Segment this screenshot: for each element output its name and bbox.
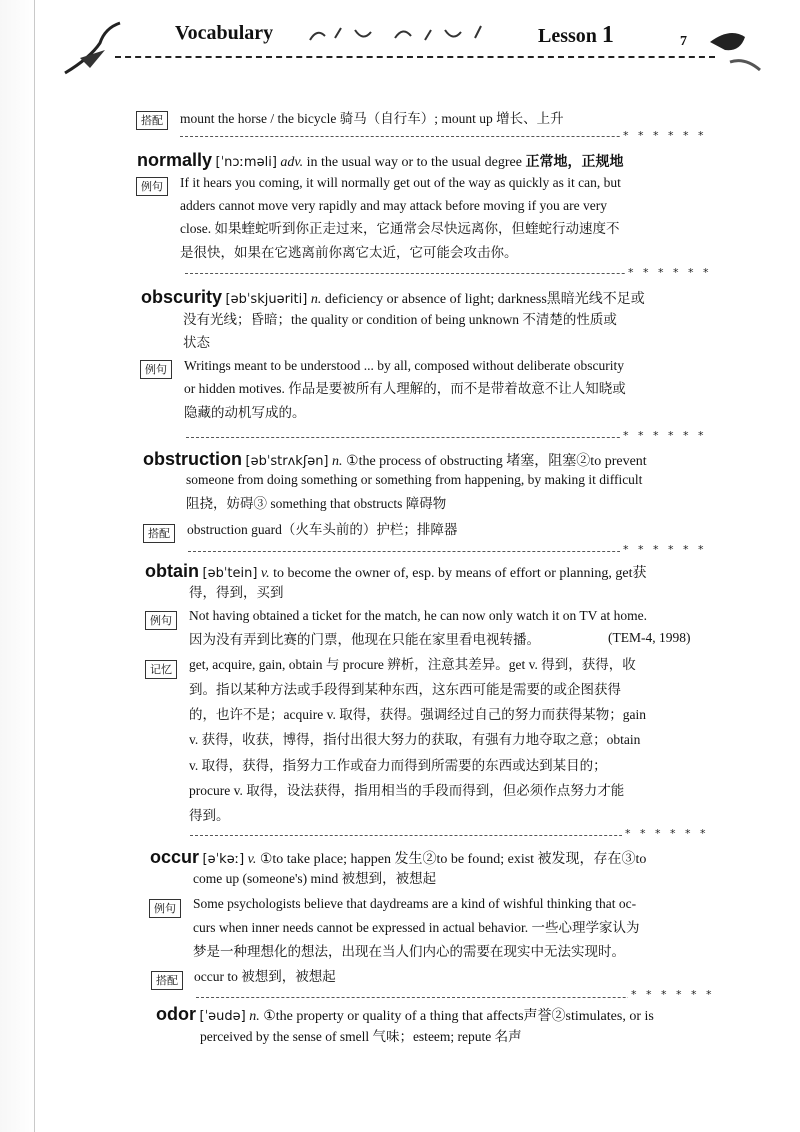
definition-line: ①the property or quality of a thing that affects声誉②stimulates, or is: [263, 1009, 654, 1024]
headword: occur: [150, 847, 200, 867]
headword: obscurity: [141, 287, 223, 307]
separator-stars: * * * * * *: [628, 988, 714, 1001]
entry-normally: [137, 149, 623, 174]
pronunciation: [əbˈtein]: [202, 566, 258, 581]
pronunciation: [ˈnɔːməli]: [215, 155, 277, 170]
example-tag: 例句: [140, 360, 172, 379]
example-line: 梦是一种理想化的想法，出现在当人们内心的需要在现实中无法实现时。: [193, 944, 625, 959]
definition-line: come up (someone's) mind 被想到，被想起: [193, 871, 437, 886]
header-lesson-label: Lesson: [538, 25, 597, 47]
collocation-line: obstruction guard（火车头前的）护栏；排障器: [187, 522, 458, 537]
page-number: 7: [680, 34, 687, 49]
separator-stars: * * * * * *: [625, 266, 711, 279]
example-tag: 例句: [136, 177, 168, 196]
definition-line: deficiency or absence of light; darkness黑暗光线不足或: [324, 292, 645, 307]
example-line: 因为没有弄到比赛的门票，他现在只能在家里看电视转播。: [189, 632, 540, 647]
collocation-tag: 搭配: [143, 524, 175, 543]
mount-collocation: mount the horse / the bicycle 骑马（自行车）; mount up 增长、上升: [180, 111, 564, 126]
part-of-speech: n.: [249, 1009, 260, 1024]
example-line: Not having obtained a ticket for the match, he can now only watch it on TV at home.: [189, 608, 648, 623]
example-line: Some psychologists believe that daydreams are a kind of wishful thinking that oc-: [193, 896, 637, 911]
entry-occur: [150, 846, 646, 871]
separator-stars: * * * * * *: [622, 827, 708, 840]
example-line: 是很快，如果在它逃离前你离它太近，它可能会攻击你。: [180, 245, 518, 260]
definition-line: 得，得到，买到: [189, 585, 284, 600]
definition-line: ①the process of obstructing 堵塞，阻塞②to prevent: [346, 454, 647, 469]
memory-tag: 记忆: [145, 660, 177, 679]
part-of-speech: v.: [260, 566, 270, 581]
example-line: curs when inner needs cannot be expressed in actual behavior. 一些心理学家认为: [193, 920, 640, 935]
pronunciation: [əbˈskjuəriti]: [225, 292, 308, 307]
separator-stars: * * * * * *: [620, 129, 706, 142]
collocation-tag: 搭配: [151, 971, 183, 990]
memory-line: v. 获得，收获，博得，指付出很大努力的获取，有强有力地夺取之意；obtain: [189, 732, 641, 747]
example-line: 隐藏的动机写成的。: [184, 405, 306, 420]
separator-stars: * * * * * *: [620, 429, 706, 442]
example-line: If it hears you coming, it will normally get out of the way as quickly as it can, but: [180, 175, 621, 190]
definition-line: 阻挠，妨碍③ something that obstructs 障碍物: [186, 496, 447, 511]
memory-line: procure v. 取得，设法获得，指用相当的手段而得到，但必须作点努力才能: [189, 783, 625, 798]
definition-line: ①to take place; happen 发生②to be found; exist 被发现，存在③to: [259, 852, 647, 867]
definition-line: someone from doing something or something from happening, by making it difficult: [186, 472, 643, 487]
separator-stars: * * * * * *: [620, 543, 706, 556]
entry-odor: [156, 1003, 654, 1028]
part-of-speech: n.: [310, 292, 322, 307]
example-source: (TEM-4, 1998): [608, 630, 691, 645]
collocation-tag: 搭配: [136, 111, 168, 130]
pronunciation: [əˈkəː]: [202, 852, 245, 867]
definition: in the usual way or to the usual degree: [306, 155, 522, 170]
collocation-line: occur to 被想到，被想起: [194, 969, 336, 984]
memory-line: 的，也许不是；acquire v. 取得，获得。强调经过自己的努力而获得某物；gain: [189, 707, 646, 722]
memory-line: get, acquire, gain, obtain 与 procure 辨析，注意其差异。get v. 得到，获得，收: [189, 657, 636, 672]
memory-line: 到。指以某种方法或手段得到某种东西，这东西可能是需要的或企图获得: [189, 682, 621, 697]
example-line: close. 如果蝰蛇听到你正走过来，它通常会尽快远离你，但蝰蛇行动速度不: [180, 221, 620, 236]
pronunciation: [əbˈstrʌkʃən]: [245, 454, 329, 469]
example-line: Writings meant to be understood ... by all, composed without deliberate obscurity: [184, 358, 624, 373]
definition-line: perceived by the sense of smell 气味；esteem; repute 名声: [200, 1029, 522, 1044]
part-of-speech: v.: [247, 852, 257, 867]
header-lesson-number: 1: [601, 22, 614, 48]
definition-line: 状态: [183, 335, 210, 350]
definition-line: to become the owner of, esp. by means of effort or planning, get获: [273, 566, 647, 581]
part-of-speech: n.: [332, 454, 343, 469]
example-line: or hidden motives. 作品是要被所有人理解的，而不是带着故意不让人知晓或: [184, 381, 626, 396]
memory-line: v. 取得，获得，指努力工作或奋力而得到所需要的东西或达到某目的；: [189, 758, 607, 773]
headword: obstruction: [143, 449, 242, 469]
headword: normally: [137, 150, 213, 170]
headword: obtain: [145, 561, 199, 581]
memory-line: 得到。: [189, 808, 230, 823]
example-tag: 例句: [145, 611, 177, 630]
pronunciation: [ˈəudə]: [199, 1009, 246, 1024]
part-of-speech: adv.: [280, 155, 304, 170]
entry-obscurity: [141, 286, 645, 311]
header-title: Vocabulary: [175, 22, 274, 44]
headword: odor: [156, 1004, 196, 1024]
example-tag: 例句: [149, 899, 181, 918]
definition-zh: 正常地，正规地: [525, 155, 624, 170]
definition-line: 没有光线；昏暗；the quality or condition of being unknown 不清楚的性质或: [183, 312, 617, 327]
example-line: adders cannot move very rapidly and may attack before moving if you are very: [180, 198, 607, 213]
entry-obtain: [145, 560, 646, 585]
